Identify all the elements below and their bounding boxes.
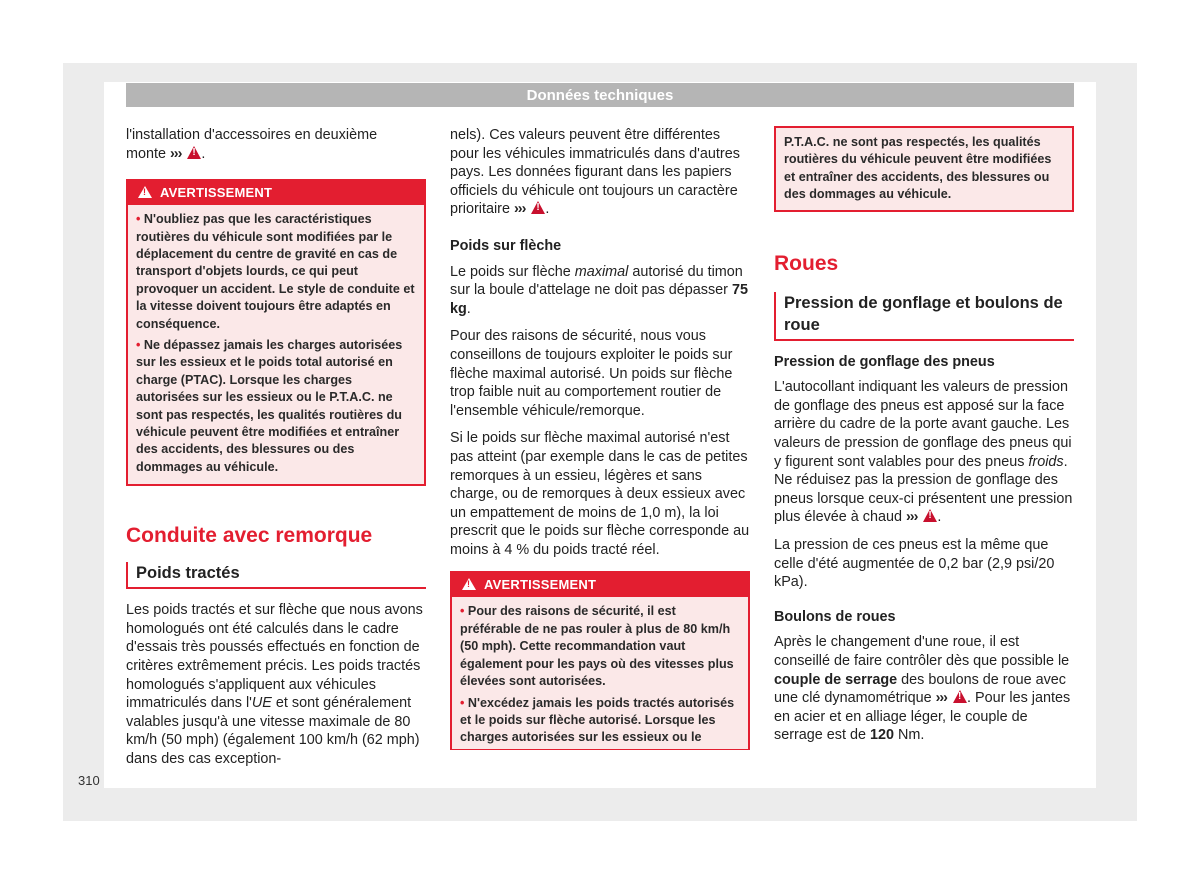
warning-body xyxy=(128,205,424,484)
warning-item: • Pour des raisons de sécurité, il est préférable de ne pas rouler à plus de 80 km/h (50 mph). Cette recommandation vaut également pour les pays où des vitesses plus élevées sont autorisées. xyxy=(460,604,734,689)
warning-triangle-icon xyxy=(462,578,476,590)
section-title: Conduite avec remorque xyxy=(126,524,373,548)
intro-paragraph: l'installation d'accessoires en deuxième monte ››› ! . xyxy=(126,126,394,163)
paragraph: L'autocollant indiquant les valeurs de pression de gonflage des pneus est apposé sur la face arrière du cadre de la porte avant gauche. Les valeurs de pression de gonflage des pneus qui y figurent sont valables pour des pneus froids. Ne réduisez pas la pression de gonflage des pneus lorsque ceux-ci présentent une pression plus élevée à chaud ››› ! . xyxy=(774,378,1074,527)
paragraph: nels). Ces valeurs peuvent être différentes pour les véhicules immatriculés dans d'autres pays. Les données figurant dans les papiers officiels du véhicule ont toujours un caractère prioritaire ››› ! . xyxy=(450,126,750,219)
warning-box xyxy=(450,571,750,749)
warning-body xyxy=(452,597,748,748)
bullet-icon: • xyxy=(136,212,141,227)
warning-triangle-icon xyxy=(531,201,545,214)
paragraph: Les poids tractés et sur flèche que nous avons homologués ont été calculés dans le cadre d'essais très poussés effectués en fonction de critères extrêmement précis. Les poids tractés homologués s'appliquent aux véhicules immatriculés dans l'UE et sont généralement valables jusqu'à une vitesse maximale de 80 km/h (50 mph) (également 100 km/h (62 mph) dans des cas exception- xyxy=(126,602,423,768)
warning-item: • N'oubliez pas que les caractéristiques routières du véhicule sont modifiées par le déplacement du centre de gravité en cas de transport d'objets lourds, ce qui peut provoquer un accident. Le style de conduite et la vitesse doivent toujours être adaptés en conséquence. xyxy=(136,212,415,331)
cross-reference-arrows-icon: ››› xyxy=(513,201,526,218)
bullet-icon: • xyxy=(460,695,465,710)
heading: Boulons de roues xyxy=(774,608,896,625)
paragraph: Pour des raisons de sécurité, nous vous conseillons de toujours exploiter le poids sur flèche maximal autorisé. Un poids sur flèche trop faible nuit au comportement routier de l'ensemble véhicule/remorque. xyxy=(450,328,733,419)
paragraph: Après le changement d'une roue, il est conseillé de faire contrôler dès que possible le couple de serrage des boulons de roue avec une clé dynamométrique ››› ! . Pour les jantes en acier et en alliage léger, le couple de serrage est de 120 Nm. xyxy=(774,633,1074,745)
page-number: 310 xyxy=(78,773,100,788)
bullet-icon: • xyxy=(136,338,141,353)
column-3 xyxy=(774,126,1074,745)
subsection-title: Poids tractés xyxy=(126,562,426,589)
column-2 xyxy=(450,126,750,750)
heading: Pression de gonflage des pneus xyxy=(774,353,995,370)
cross-reference-arrows-icon: ››› xyxy=(935,690,947,707)
bullet-icon: • xyxy=(460,604,465,619)
warning-triangle-icon xyxy=(187,146,201,159)
cross-reference-arrows-icon: ››› xyxy=(170,145,182,162)
warning-item: • Ne dépassez jamais les charges autorisées sur les essieux et le poids total autorisé en charge (PTAC). Lorsque les charges autorisées sur les essieux ou le P.T.A.C. ne sont pas respectés, les qualités routières du véhicule peuvent être modifiées et entraîner des accidents, des blessures ou des dommages au véhicule. xyxy=(136,338,403,474)
warning-header: !AVERTISSEMENT xyxy=(452,573,748,597)
subsection-title: Pression de gonflage et boulons de roue xyxy=(774,292,1074,341)
warning-box-continued xyxy=(774,126,1074,212)
warning-box xyxy=(126,179,426,486)
warning-body: P.T.A.C. ne sont pas respectés, les qualités routières du véhicule peuvent être modifiées et entraîner des accidents, des blessures ou des dommages au véhicule. xyxy=(784,135,1052,202)
warning-triangle-icon xyxy=(138,186,152,198)
warning-triangle-icon xyxy=(923,509,937,522)
paragraph: La pression de ces pneus est la même que celle d'été augmentée de 0,2 bar (2,9 psi/20 kPa). xyxy=(774,536,1055,591)
warning-item: • N'excédez jamais les poids tractés autorisés et le poids sur flèche autorisé. Lorsque les charges autorisées sur les essieux ou le xyxy=(460,695,735,745)
paragraph: Si le poids sur flèche maximal autorisé n'est pas atteint (par exemple dans le cas de petites remorques à un essieu, légères et sans charge, ou de remorques à deux essieux avec un empattement de moins de 1,0 m), la loi prescrit que le poids sur flèche corresponde au moins à 4 % du poids tracté réel. xyxy=(450,430,750,558)
page-header: Données techniques xyxy=(126,83,1074,107)
cross-reference-arrows-icon: ››› xyxy=(906,509,918,526)
section-title: Roues xyxy=(774,251,839,275)
heading: Poids sur flèche xyxy=(450,237,562,254)
warning-triangle-icon xyxy=(953,690,967,703)
warning-header: !AVERTISSEMENT xyxy=(128,181,424,205)
paragraph: Le poids sur flèche maximal autorisé du timon sur la boule d'attelage ne doit pas dépasser 75 kg. xyxy=(450,263,748,317)
column-1 xyxy=(126,126,426,769)
